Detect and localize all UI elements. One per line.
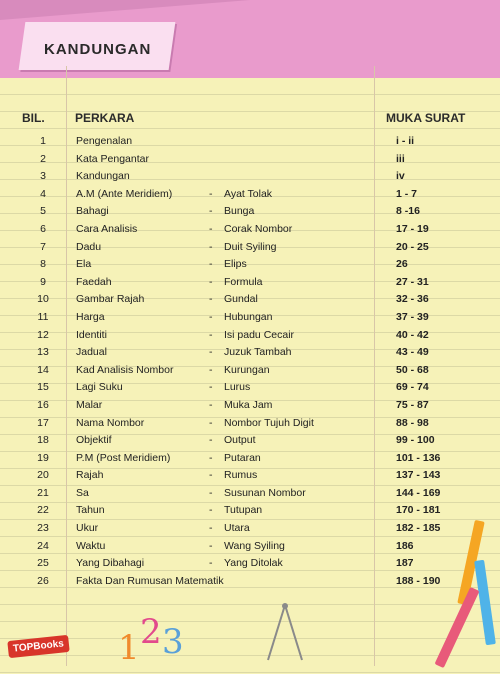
- topic-separator: -: [209, 504, 213, 517]
- topic-primary: Faedah: [76, 275, 112, 288]
- topic-secondary: Output: [224, 434, 256, 447]
- topic-primary: Dadu: [76, 240, 102, 253]
- topic-primary: Rajah: [76, 469, 104, 482]
- topic-secondary: Juzuk Tambah: [224, 346, 292, 359]
- row-number: 8: [40, 258, 46, 271]
- page-range: 75 - 87: [396, 398, 429, 411]
- topic-primary: Lagi Suku: [76, 381, 123, 394]
- topic-primary: Pengenalan: [76, 135, 133, 147]
- table-row: [0, 151, 500, 169]
- topic-primary: P.M (Post Meridiem): [76, 451, 171, 464]
- header-perkara: PERKARA: [75, 111, 135, 125]
- decor-digit-3: 3: [162, 622, 184, 662]
- topic-separator: -: [209, 486, 213, 499]
- topbooks-logo: TOPBooks: [7, 635, 69, 658]
- table-row: [0, 362, 500, 380]
- topic-secondary: Muka Jam: [224, 398, 273, 411]
- page-range: 27 - 31: [396, 275, 429, 288]
- topic-primary: Identiti: [76, 328, 107, 341]
- page-range: 186: [396, 539, 414, 552]
- table-row: [0, 520, 500, 538]
- topic-separator: -: [209, 416, 213, 429]
- topic-primary: Waktu: [76, 539, 106, 552]
- page-range: 26: [396, 258, 408, 271]
- topic-primary: Ela: [76, 258, 92, 271]
- topic-separator: -: [209, 205, 213, 218]
- row-number: 25: [37, 557, 49, 570]
- row-number: 2: [40, 152, 46, 165]
- page-range: 88 - 98: [396, 416, 429, 429]
- page-range: iii: [396, 152, 405, 165]
- table-row: [0, 133, 500, 151]
- row-number: 5: [40, 205, 46, 218]
- topic-separator: -: [209, 381, 213, 394]
- page-range: 50 - 68: [396, 363, 429, 376]
- topic-separator: -: [209, 539, 213, 552]
- topic-separator: -: [209, 469, 213, 482]
- table-row: [0, 221, 500, 239]
- page-range: 99 - 100: [396, 434, 435, 447]
- page-range: 1 - 7: [396, 187, 418, 200]
- topic-secondary: Elips: [224, 258, 247, 271]
- table-row: [0, 379, 500, 397]
- topic-primary: Harga: [76, 310, 105, 323]
- topic-primary: Jadual: [76, 346, 107, 359]
- page-range: 182 - 185: [396, 522, 441, 535]
- topic-primary: Nama Nombor: [76, 416, 145, 429]
- topic-separator: -: [209, 363, 213, 376]
- decor-digit-1: 1: [118, 628, 140, 668]
- decor-digit-2: 2: [140, 612, 162, 652]
- row-number: 10: [37, 293, 49, 306]
- topic-secondary: Isi padu Cecair: [224, 328, 295, 341]
- table-row: [0, 538, 500, 556]
- topic-secondary: Tutupan: [224, 504, 263, 517]
- banner-fold: [0, 0, 250, 20]
- topic-primary: Yang Dibahagi: [76, 557, 145, 570]
- table-row: [0, 397, 500, 415]
- page-range: 188 - 190: [396, 574, 441, 587]
- topic-primary: Kata Pengantar: [76, 152, 149, 165]
- row-number: 15: [37, 381, 49, 394]
- topic-secondary: Rumus: [224, 469, 258, 482]
- topic-secondary: Formula: [224, 275, 263, 288]
- topic-secondary: Corak Nombor: [224, 222, 293, 235]
- header-muka-surat: MUKA SURAT: [386, 111, 466, 125]
- table-row: [0, 186, 500, 204]
- title-banner: [0, 0, 500, 78]
- topic-secondary: Bunga: [224, 205, 255, 218]
- topic-separator: -: [209, 328, 213, 341]
- page-range: 187: [396, 557, 414, 570]
- table-row: [0, 274, 500, 292]
- page-range: 43 - 49: [396, 346, 429, 359]
- row-number: 13: [37, 346, 49, 359]
- table-row: [0, 573, 500, 591]
- topic-primary: Tahun: [76, 504, 105, 517]
- topic-secondary: Duit Syiling: [224, 240, 277, 253]
- topic-secondary: Yang Ditolak: [224, 557, 283, 570]
- topic-secondary: Susunan Nombor: [224, 486, 306, 499]
- topic-secondary: Nombor Tujuh Digit: [224, 416, 314, 429]
- topic-primary: Sa: [76, 486, 89, 499]
- page-range: 137 - 143: [396, 469, 441, 482]
- row-number: 14: [37, 363, 49, 376]
- table-row: [0, 502, 500, 520]
- row-number: 24: [37, 539, 49, 552]
- page-range: 32 - 36: [396, 293, 429, 306]
- table-row: [0, 291, 500, 309]
- page-range: 17 - 19: [396, 222, 429, 235]
- row-number: 23: [37, 522, 49, 535]
- topic-separator: -: [209, 293, 213, 306]
- topic-separator: -: [209, 310, 213, 323]
- topic-separator: -: [209, 258, 213, 271]
- page-range: iv: [396, 170, 405, 183]
- topic-secondary: Kurungan: [224, 363, 270, 376]
- topic-primary: Kad Analisis Nombor: [76, 363, 174, 376]
- page-range: 40 - 42: [396, 328, 429, 341]
- table-row: [0, 239, 500, 257]
- topic-primary: Fakta Dan Rumusan Matematik: [76, 574, 224, 587]
- topic-separator: -: [209, 240, 213, 253]
- row-number: 1: [40, 135, 46, 147]
- row-number: 4: [40, 187, 46, 200]
- compass-icon: [260, 600, 310, 665]
- row-number: 7: [40, 240, 46, 253]
- topic-secondary: Hubungan: [224, 310, 273, 323]
- topic-separator: -: [209, 522, 213, 535]
- topic-primary: Gambar Rajah: [76, 293, 145, 306]
- topic-primary: Objektif: [76, 434, 112, 447]
- topic-separator: -: [209, 398, 213, 411]
- table-row: [0, 485, 500, 503]
- row-number: 18: [37, 434, 49, 447]
- topic-secondary: Utara: [224, 522, 250, 535]
- header-bil: BIL.: [22, 111, 45, 125]
- page-range: 69 - 74: [396, 381, 429, 394]
- page-range: 101 - 136: [396, 451, 441, 464]
- topic-primary: A.M (Ante Meridiem): [76, 187, 173, 200]
- table-row: [0, 415, 500, 433]
- row-number: 17: [37, 416, 49, 429]
- row-number: 20: [37, 469, 49, 482]
- topic-separator: -: [209, 557, 213, 570]
- page-range: 20 - 25: [396, 240, 429, 253]
- topic-secondary: Putaran: [224, 451, 261, 464]
- topic-separator: -: [209, 434, 213, 447]
- row-number: 11: [37, 310, 49, 323]
- page-range: 144 - 169: [396, 486, 441, 499]
- row-number: 26: [37, 574, 49, 587]
- row-number: 12: [37, 328, 49, 341]
- page-range: 170 - 181: [396, 504, 441, 517]
- topic-separator: -: [209, 451, 213, 464]
- table-row: [0, 309, 500, 327]
- row-number: 19: [37, 451, 49, 464]
- table-row: [0, 203, 500, 221]
- page-range: 37 - 39: [396, 310, 429, 323]
- contents-table: [0, 133, 500, 590]
- topic-separator: -: [209, 346, 213, 359]
- topic-secondary: Gundal: [224, 293, 258, 306]
- topic-separator: -: [209, 222, 213, 235]
- row-number: 9: [40, 275, 46, 288]
- table-row: [0, 450, 500, 468]
- topic-separator: -: [209, 187, 213, 200]
- table-row: [0, 467, 500, 485]
- topic-primary: Ukur: [76, 522, 99, 535]
- topic-primary: Bahagi: [76, 205, 109, 218]
- page-range: 8 -16: [396, 205, 420, 218]
- topic-primary: Kandungan: [76, 170, 130, 183]
- table-row: [0, 168, 500, 186]
- topic-secondary: Lurus: [224, 381, 251, 394]
- row-number: 3: [40, 170, 46, 183]
- topic-primary: Cara Analisis: [76, 222, 138, 235]
- row-number: 16: [37, 398, 49, 411]
- table-row: [0, 432, 500, 450]
- row-number: 21: [37, 486, 49, 499]
- topic-secondary: Wang Syiling: [224, 539, 285, 552]
- topic-secondary: Ayat Tolak: [224, 187, 273, 200]
- row-number: 22: [37, 504, 49, 517]
- table-row: [0, 256, 500, 274]
- row-number: 6: [40, 222, 46, 235]
- page-title: KANDUNGAN: [44, 41, 152, 58]
- table-row: [0, 555, 500, 573]
- topic-separator: -: [209, 275, 213, 288]
- table-row: [0, 344, 500, 362]
- page-range: i - ii: [396, 135, 415, 147]
- topic-primary: Malar: [76, 398, 103, 411]
- table-row: [0, 327, 500, 345]
